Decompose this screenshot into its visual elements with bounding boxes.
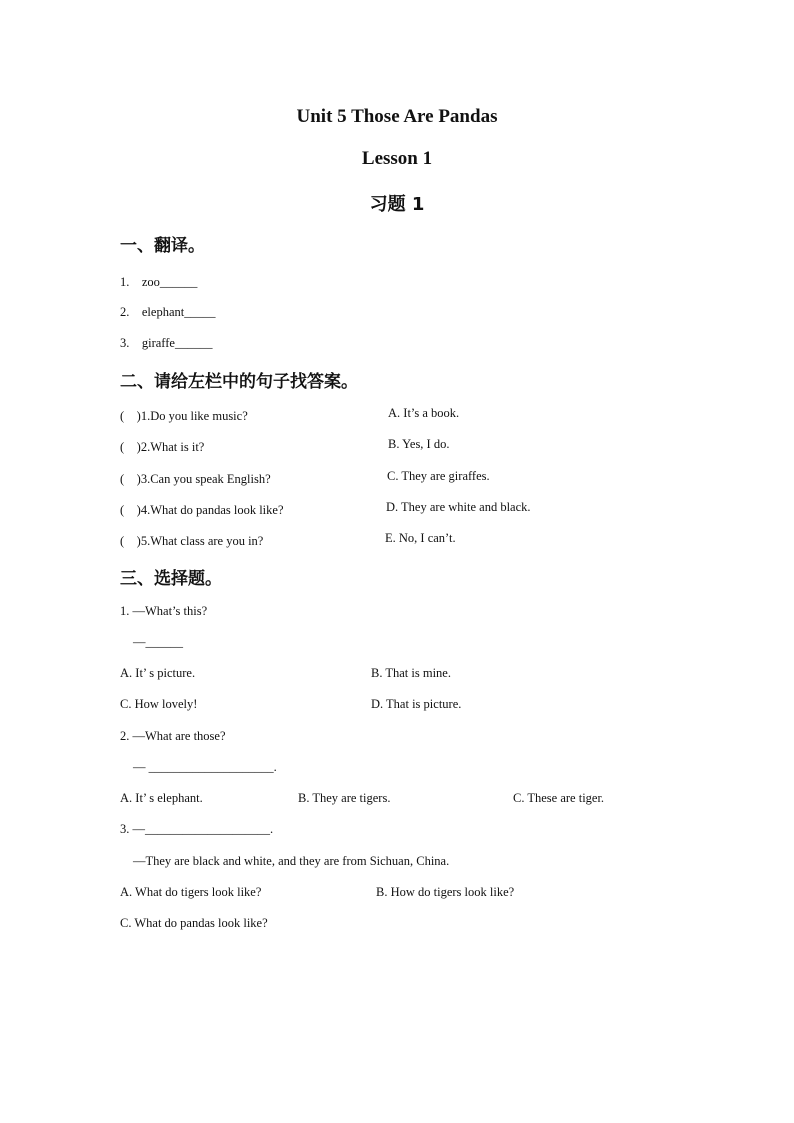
choice-q3-option-b: B. How do tigers look like? — [376, 885, 515, 899]
page-title: Unit 5 Those Are Pandas — [296, 106, 498, 127]
match-question-1: ( )1.Do you like music? — [120, 409, 248, 423]
match-answer-c: C. They are giraffes. — [387, 469, 490, 483]
choice-q2-prompt: 2. —What are those? — [120, 729, 226, 743]
choice-q1-option-c: C. How lovely! — [120, 697, 198, 711]
translate-item-1: 1. zoo______ — [120, 275, 198, 289]
match-question-2: ( )2.What is it? — [120, 440, 205, 454]
exercise-title: 习题 1 — [369, 194, 425, 215]
choice-q3-option-c: C. What do pandas look like? — [120, 916, 268, 930]
choice-q1-reply: —______ — [133, 635, 183, 649]
section1-heading: 一、翻译。 — [120, 236, 205, 256]
choice-q1-prompt: 1. —What’s this? — [120, 604, 208, 618]
choice-q3-option-a: A. What do tigers look like? — [120, 885, 262, 899]
choice-q2-option-c: C. These are tiger. — [513, 791, 605, 805]
translate-item-3: 3. giraffe______ — [120, 336, 213, 350]
match-answer-e: E. No, I can’t. — [385, 531, 456, 545]
lesson-title: Lesson 1 — [361, 148, 433, 169]
choice-q1-option-b: B. That is mine. — [371, 666, 451, 680]
choice-q3-prompt: 3. —____________________. — [120, 822, 274, 836]
match-answer-b: B. Yes, I do. — [388, 437, 450, 451]
section3-heading: 三、选择题。 — [120, 569, 222, 589]
match-question-3: ( )3.Can you speak English? — [120, 472, 271, 486]
section2-heading: 二、请给左栏中的句子找答案。 — [120, 372, 358, 392]
choice-q2-reply: — ____________________. — [133, 760, 277, 774]
translate-item-2: 2. elephant_____ — [120, 305, 216, 319]
choice-q3-reply: —They are black and white, and they are from Sichuan, China. — [133, 854, 450, 868]
choice-q1-option-d: D. That is picture. — [371, 697, 462, 711]
choice-q1-option-a: A. It’ s picture. — [120, 666, 196, 680]
choice-q2-option-a: A. It’ s elephant. — [120, 791, 203, 805]
match-answer-d: D. They are white and black. — [386, 500, 531, 514]
match-answer-a: A. It’s a book. — [388, 406, 460, 420]
choice-q2-option-b: B. They are tigers. — [298, 791, 391, 805]
match-question-5: ( )5.What class are you in? — [120, 534, 264, 548]
match-question-4: ( )4.What do pandas look like? — [120, 503, 284, 517]
